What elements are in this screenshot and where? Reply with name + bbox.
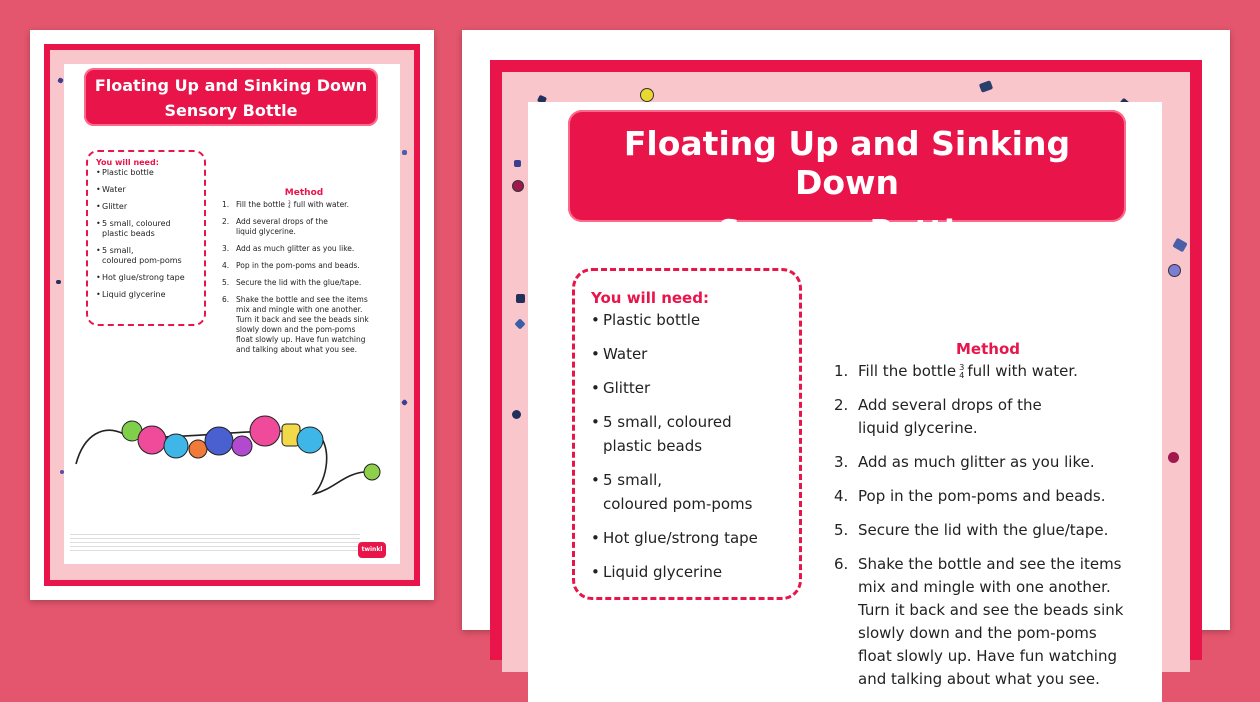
card-pink-border bbox=[50, 50, 414, 580]
step-3: 3. Add as much glitter as you like. bbox=[834, 453, 1095, 471]
title-line-1: Floating Up and Sinking Down bbox=[94, 76, 368, 95]
step-6: 6. Shake the bottle and see the items mix and mingle with one another. Turn it back and see the beads sink slowly down and the pom-poms float slowly up. Have fun watching and talking about what you see. bbox=[834, 555, 1124, 688]
list-item: • Liquid glycerine bbox=[96, 290, 204, 299]
footer-fine-print bbox=[70, 534, 360, 552]
confetti-dot bbox=[512, 410, 521, 419]
confetti-dot bbox=[640, 88, 654, 102]
step-4: 4. Pop in the pom-poms and beads. bbox=[834, 487, 1106, 505]
list-item-continued: plastic beads bbox=[603, 437, 703, 455]
title-banner bbox=[568, 110, 1126, 250]
title-line-1: Floating Up and Sinking Down bbox=[623, 124, 1071, 202]
confetti-shape bbox=[57, 77, 64, 84]
confetti-shape bbox=[514, 318, 525, 329]
confetti-shape bbox=[1172, 238, 1187, 253]
step-4: 4. Pop in the pom-poms and beads. bbox=[222, 261, 360, 270]
list-item: • 5 small, bbox=[96, 246, 204, 255]
step-5: 5. Secure the lid with the glue/tape. bbox=[222, 278, 362, 287]
fraction: 3 4 bbox=[288, 200, 291, 209]
confetti-shape bbox=[516, 294, 525, 303]
confetti-dot bbox=[1168, 264, 1181, 277]
list-item: • Plastic bottle bbox=[96, 168, 204, 177]
confetti-shape bbox=[402, 150, 407, 155]
preview-card-large bbox=[462, 30, 1230, 688]
materials-box bbox=[86, 150, 206, 326]
list-item: • Hot glue/strong tape bbox=[96, 273, 204, 282]
list-item: • Glitter bbox=[591, 377, 799, 399]
confetti-shape bbox=[401, 399, 408, 406]
list-item: • 5 small, coloured bbox=[96, 219, 204, 228]
step-2: 2. Add several drops of the liquid glycerine. bbox=[834, 396, 1042, 437]
fraction: 3 4 bbox=[959, 362, 965, 380]
method-title: Method bbox=[956, 340, 1020, 358]
card-red-frame bbox=[44, 44, 420, 586]
document-page bbox=[528, 102, 1162, 702]
step-1: 1. Fill the bottle 3 4 full with water. bbox=[834, 362, 1078, 380]
title-banner bbox=[84, 68, 378, 126]
step-6: 6. Shake the bottle and see the items mix and mingle with one another. Turn it back and see the beads sink slowly down and the pom-poms float slowly up. Have fun watching and talking about what you see. bbox=[222, 295, 369, 354]
card-red-frame bbox=[490, 60, 1202, 688]
list-item: • 5 small, coloured bbox=[591, 411, 799, 433]
method-title: Method bbox=[284, 188, 324, 198]
confetti-shape bbox=[514, 160, 521, 167]
method-steps bbox=[834, 360, 1154, 691]
title-line-2: Sensory Bottle bbox=[164, 101, 298, 120]
preview-card-small bbox=[30, 30, 434, 600]
list-item: • Water bbox=[591, 343, 799, 365]
bead-string-illustration bbox=[64, 394, 400, 524]
method-steps bbox=[222, 200, 398, 355]
step-5: 5. Secure the lid with the glue/tape. bbox=[834, 521, 1109, 539]
step-3: 3. Add as much glitter as you like. bbox=[222, 244, 355, 253]
materials-title: You will need: bbox=[591, 289, 709, 307]
list-item-continued: plastic beads bbox=[102, 229, 155, 238]
list-item: • Liquid glycerine bbox=[591, 561, 799, 583]
list-item: • Glitter bbox=[96, 202, 204, 211]
title-line-2: Sensory Bottle bbox=[718, 214, 976, 250]
materials-box bbox=[572, 268, 802, 600]
step-2: 2. Add several drops of the liquid glycerine. bbox=[222, 217, 328, 236]
confetti-shape bbox=[56, 280, 61, 284]
confetti-dot bbox=[1168, 452, 1179, 463]
materials-list bbox=[591, 309, 799, 583]
confetti-shape bbox=[979, 80, 993, 93]
confetti-dot bbox=[512, 180, 524, 192]
list-item: • 5 small, bbox=[591, 469, 799, 491]
brand-logo: twinkl bbox=[358, 542, 386, 558]
card-pink-border bbox=[502, 72, 1190, 688]
materials-title: You will need: bbox=[96, 158, 159, 167]
document-page bbox=[64, 64, 400, 564]
materials-list bbox=[96, 168, 204, 299]
step-1: 1. Fill the bottle 3 4 full with water. bbox=[222, 200, 349, 209]
list-item: • Hot glue/strong tape bbox=[591, 527, 799, 549]
list-item: • Water bbox=[96, 185, 204, 194]
list-item-continued: coloured pom-poms bbox=[102, 256, 182, 265]
list-item: • Plastic bottle bbox=[591, 309, 799, 331]
list-item-continued: coloured pom-poms bbox=[603, 495, 753, 513]
